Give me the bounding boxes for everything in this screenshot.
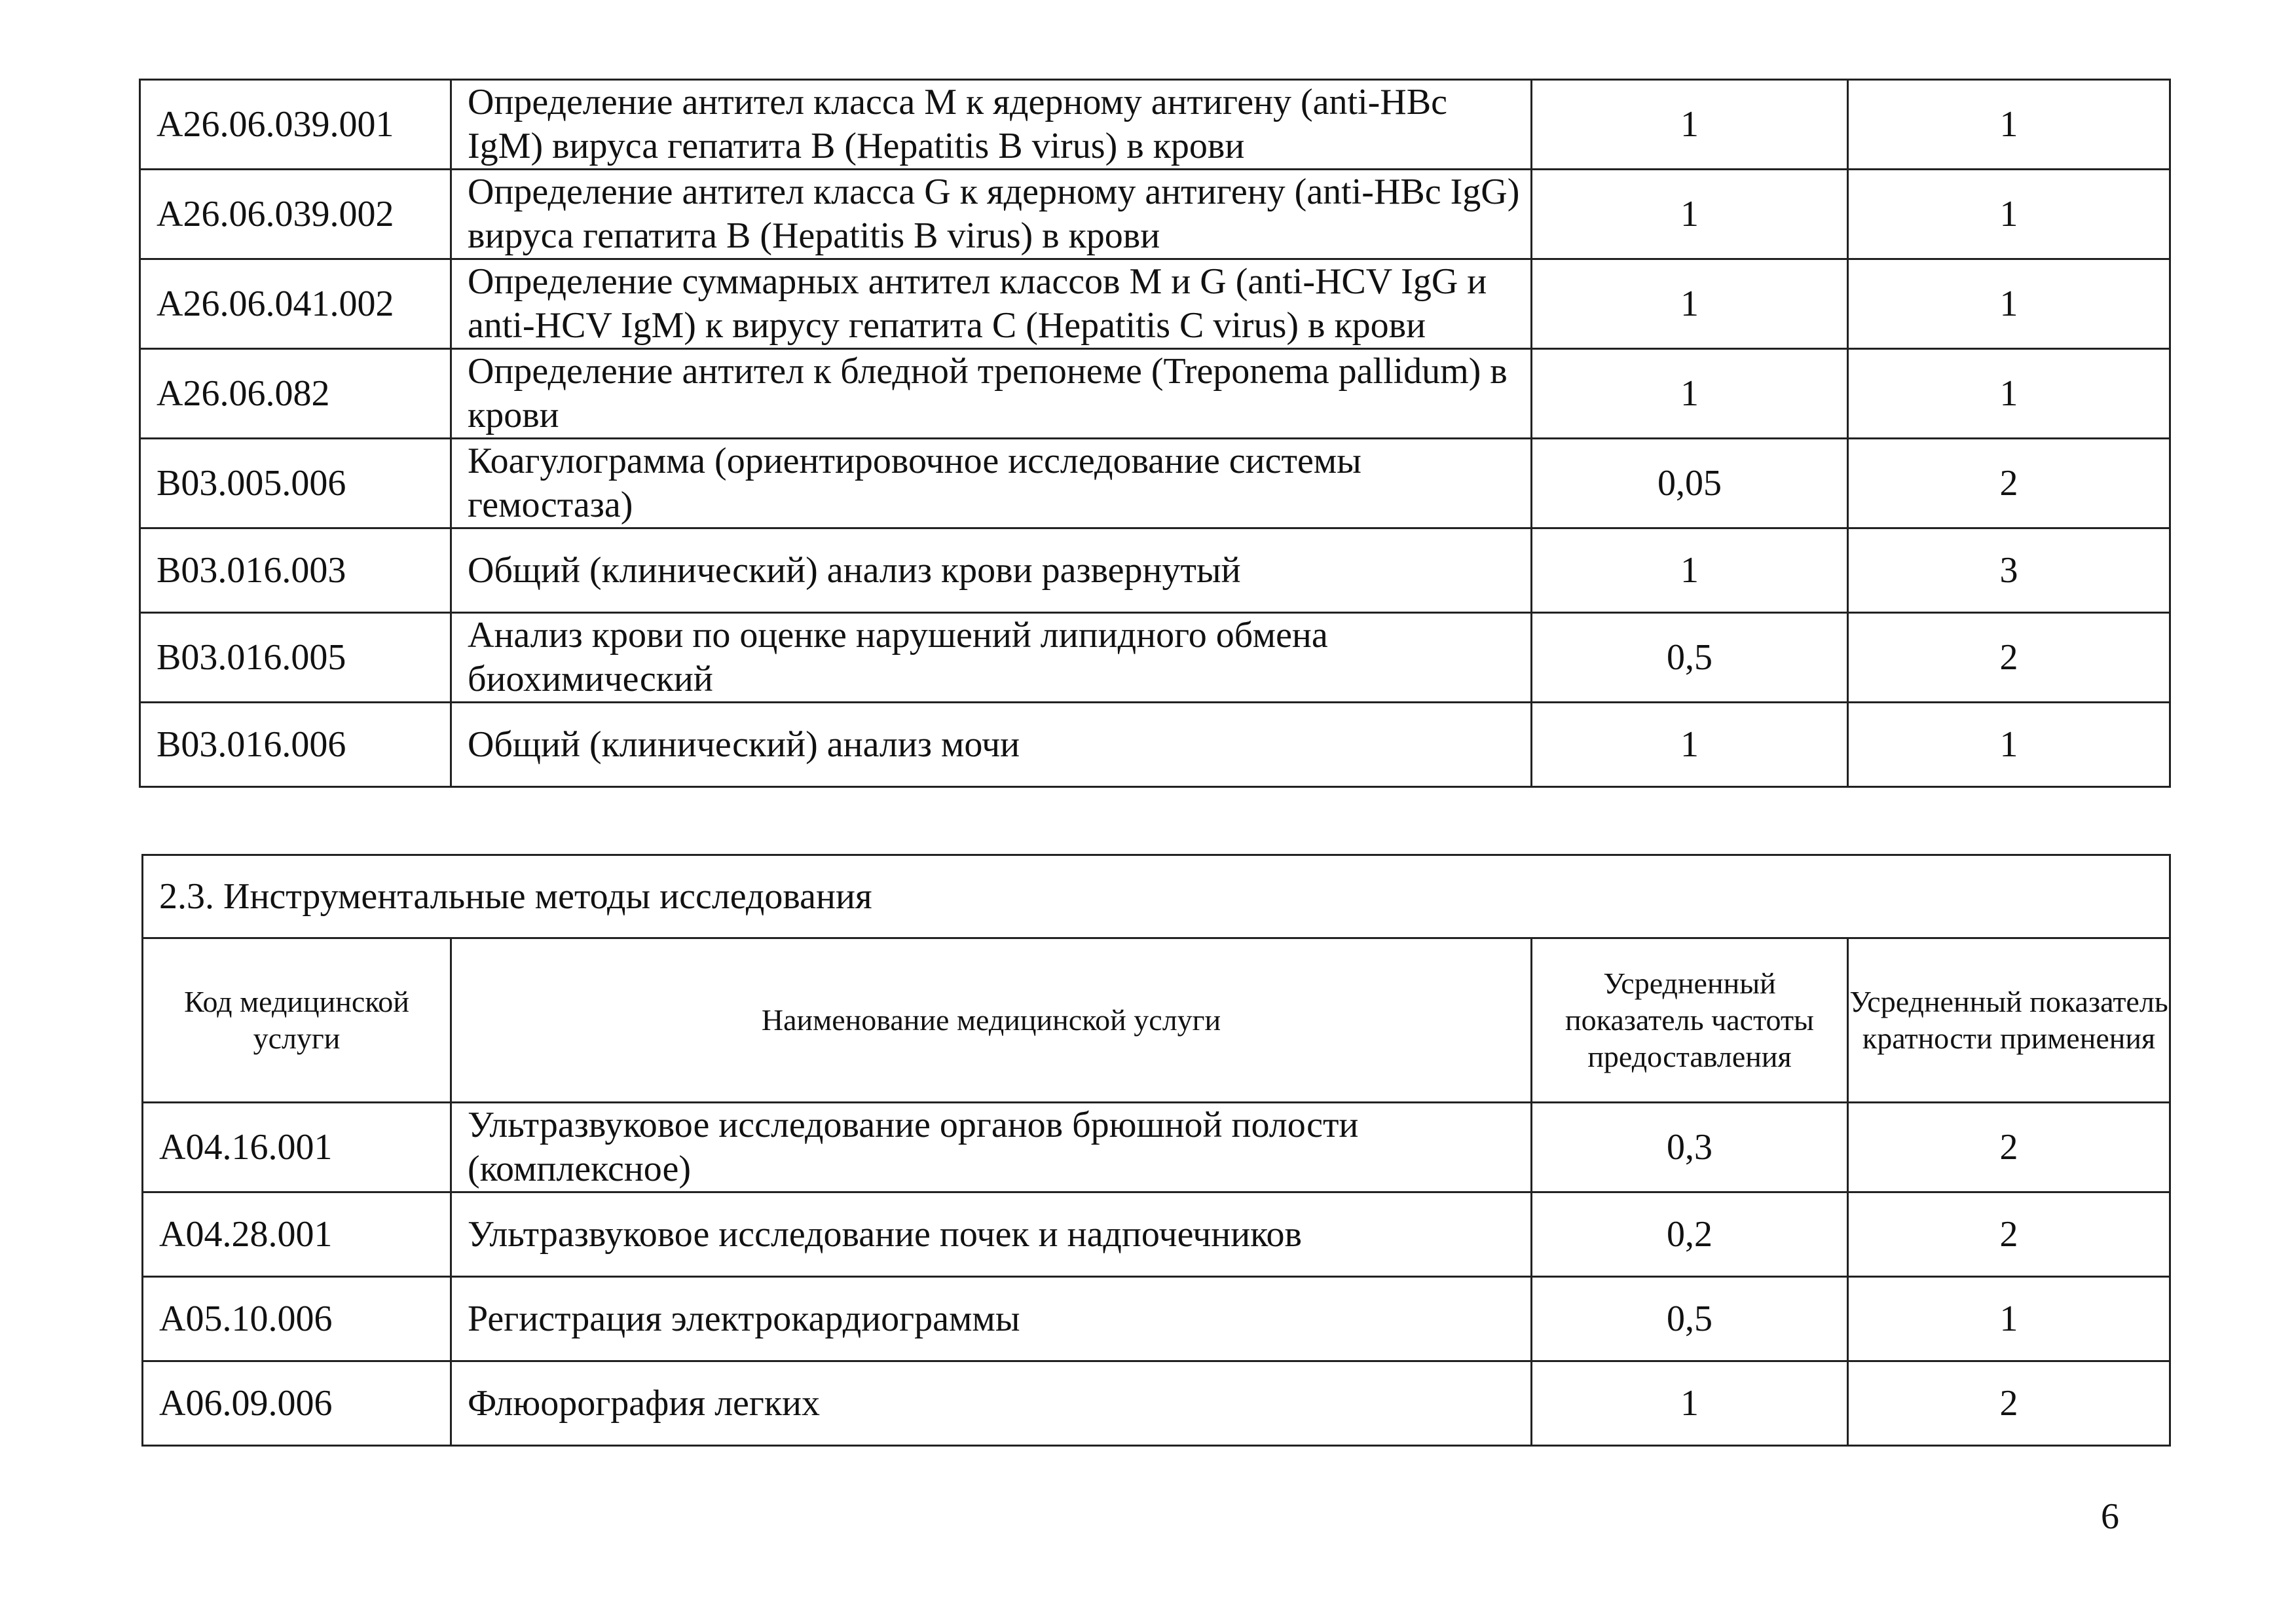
service-name: Флюорография легких (451, 1361, 1532, 1446)
multiplicity-value: 2 (1848, 439, 2170, 528)
multiplicity-value: 1 (1848, 259, 2170, 349)
table-header-row (143, 938, 2170, 1103)
service-name: Ультразвуковое исследование почек и надпочечников (451, 1192, 1532, 1277)
table-row (140, 528, 2170, 613)
frequency-value: 0,5 (1532, 1277, 1848, 1361)
service-code: А26.06.041.002 (140, 259, 451, 349)
column-header-multiplicity: Усредненный показатель кратности применения (1848, 938, 2170, 1103)
table-row (140, 439, 2170, 528)
laboratory-services-table (139, 79, 2171, 788)
service-name: Определение антител к бледной трепонеме (Treponema pallidum) в крови (451, 349, 1532, 439)
multiplicity-value: 2 (1848, 1103, 2170, 1192)
service-name: Определение антител класса M к ядерному антигену (anti-HBc IgM) вируса гепатита B (Hepatitis B virus) в крови (451, 80, 1532, 170)
service-name: Общий (клинический) анализ крови развернутый (451, 528, 1532, 613)
service-code: А05.10.006 (143, 1277, 451, 1361)
service-code: А26.06.039.001 (140, 80, 451, 170)
table-row (140, 613, 2170, 703)
service-name: Регистрация электрокардиограммы (451, 1277, 1532, 1361)
table-row (143, 1192, 2170, 1277)
service-code: А04.28.001 (143, 1192, 451, 1277)
service-code: В03.016.003 (140, 528, 451, 613)
multiplicity-value: 1 (1848, 80, 2170, 170)
frequency-value: 1 (1532, 349, 1848, 439)
frequency-value: 1 (1532, 259, 1848, 349)
column-header-name: Наименование медицинской услуги (451, 938, 1532, 1103)
table-row (140, 259, 2170, 349)
service-code: В03.005.006 (140, 439, 451, 528)
column-header-frequency: Усредненный показатель частоты предоставления (1532, 938, 1848, 1103)
column-header-code: Код медицинской услуги (143, 938, 451, 1103)
section-title: 2.3. Инструментальные методы исследования (143, 855, 2170, 938)
section-title-row (143, 855, 2170, 938)
service-name: Общий (клинический) анализ мочи (451, 703, 1532, 787)
service-code: А26.06.082 (140, 349, 451, 439)
table-row (143, 1277, 2170, 1361)
table-row (143, 1103, 2170, 1192)
service-code: А06.09.006 (143, 1361, 451, 1446)
frequency-value: 1 (1532, 703, 1848, 787)
service-name: Определение антител класса G к ядерному антигену (anti-HBc IgG) вируса гепатита B (Hepatitis B virus) в крови (451, 170, 1532, 259)
table-row (143, 1361, 2170, 1446)
frequency-value: 1 (1532, 1361, 1848, 1446)
service-name: Ультразвуковое исследование органов брюшной полости (комплексное) (451, 1103, 1532, 1192)
frequency-value: 0,2 (1532, 1192, 1848, 1277)
page-number: 6 (2101, 1496, 2119, 1537)
instrumental-methods-table (141, 854, 2171, 1447)
frequency-value: 0,3 (1532, 1103, 1848, 1192)
service-code: А04.16.001 (143, 1103, 451, 1192)
frequency-value: 0,05 (1532, 439, 1848, 528)
table-row (140, 349, 2170, 439)
table-row (140, 80, 2170, 170)
frequency-value: 1 (1532, 80, 1848, 170)
table-row (140, 170, 2170, 259)
multiplicity-value: 2 (1848, 1361, 2170, 1446)
multiplicity-value: 3 (1848, 528, 2170, 613)
table-row (140, 703, 2170, 787)
multiplicity-value: 1 (1848, 349, 2170, 439)
multiplicity-value: 2 (1848, 613, 2170, 703)
service-code: В03.016.005 (140, 613, 451, 703)
frequency-value: 1 (1532, 170, 1848, 259)
frequency-value: 1 (1532, 528, 1848, 613)
service-name: Определение суммарных антител классов M и G (anti-HCV IgG и anti-HCV IgM) к вирусу гепатита C (Hepatitis C virus) в крови (451, 259, 1532, 349)
service-name: Коагулограмма (ориентировочное исследование системы гемостаза) (451, 439, 1532, 528)
multiplicity-value: 1 (1848, 170, 2170, 259)
multiplicity-value: 1 (1848, 1277, 2170, 1361)
frequency-value: 0,5 (1532, 613, 1848, 703)
service-name: Анализ крови по оценке нарушений липидного обмена биохимический (451, 613, 1532, 703)
service-code: А26.06.039.002 (140, 170, 451, 259)
multiplicity-value: 2 (1848, 1192, 2170, 1277)
service-code: В03.016.006 (140, 703, 451, 787)
multiplicity-value: 1 (1848, 703, 2170, 787)
